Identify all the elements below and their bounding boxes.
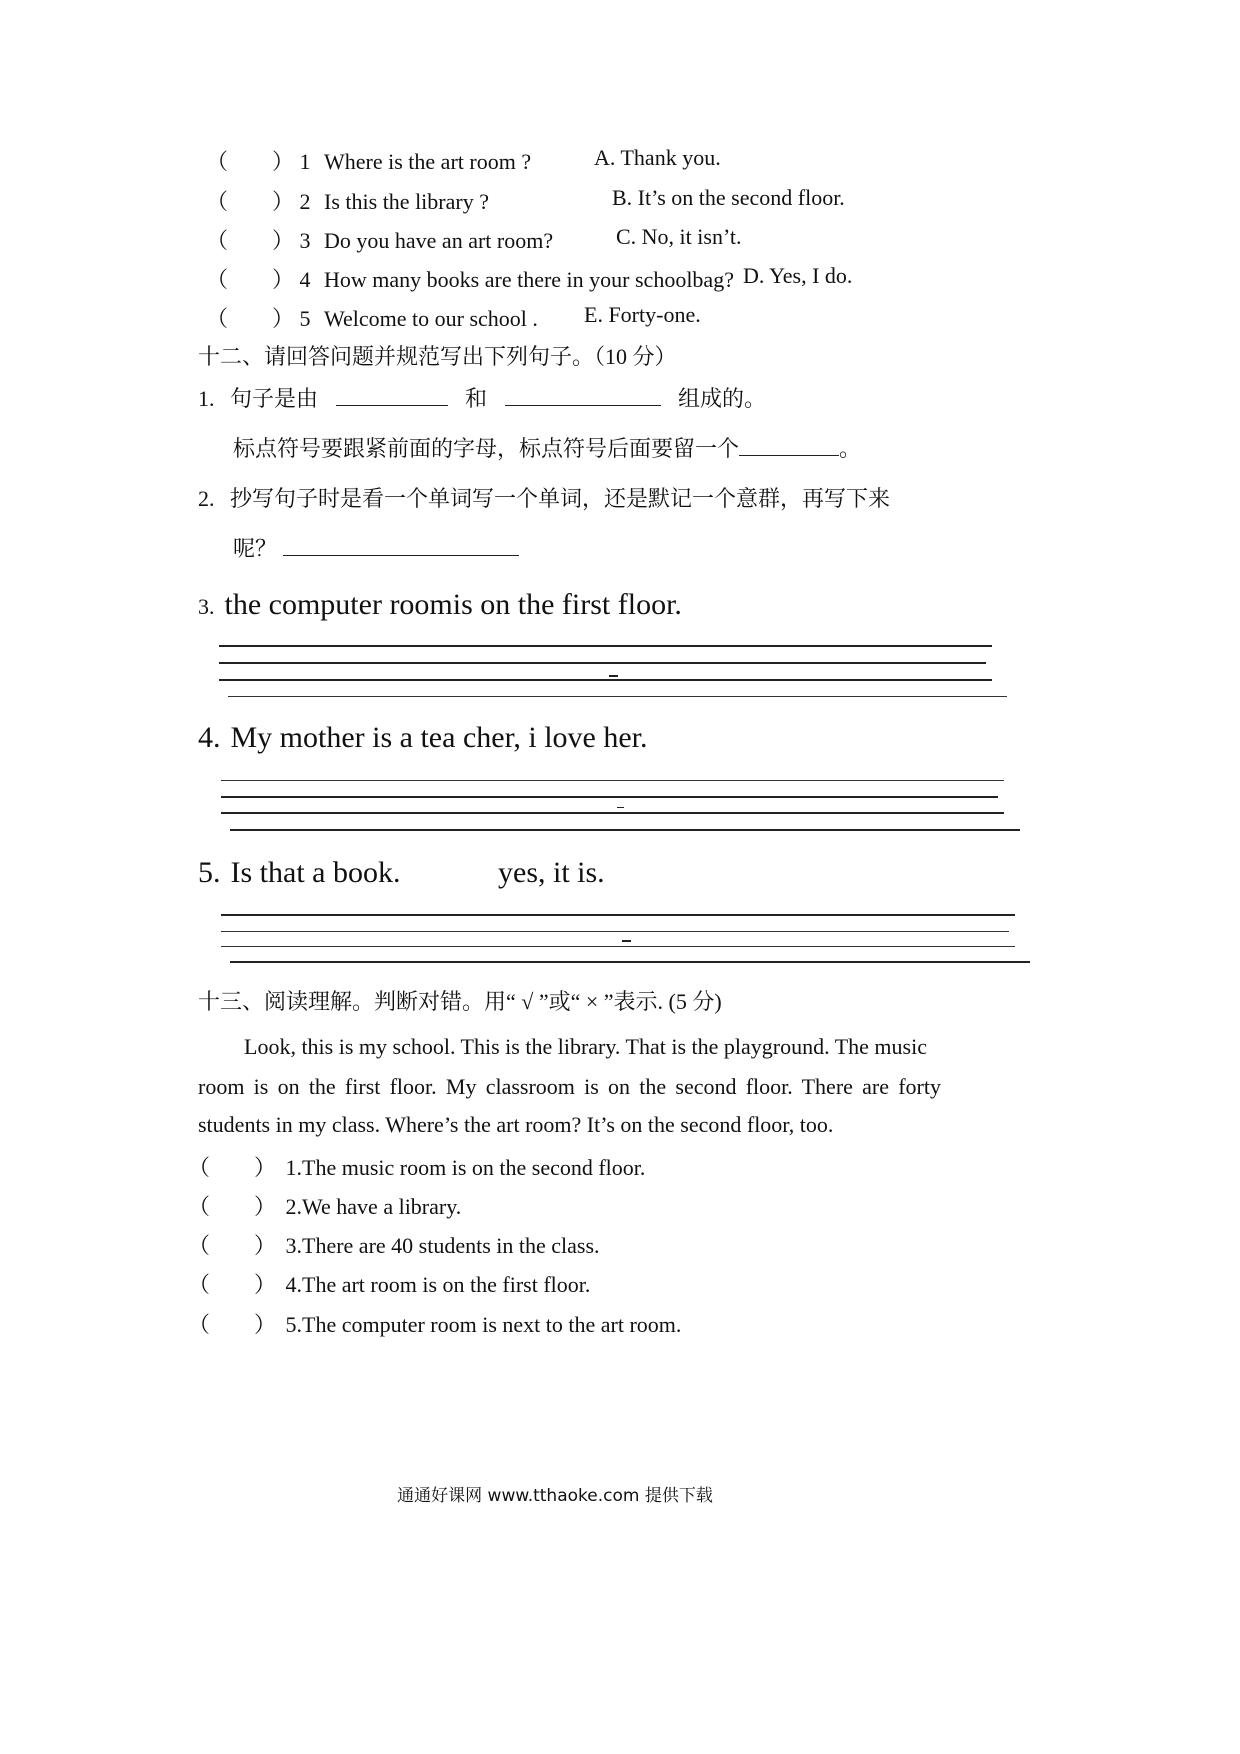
question-text: Welcome to our school .	[324, 306, 538, 331]
sentence-to-copy: My mother is a tea cher, i love her.	[230, 721, 648, 754]
fill-blank[interactable]	[505, 387, 661, 406]
question-number: 4.	[198, 721, 221, 754]
question-number: 3.	[198, 594, 215, 619]
answer-option-b: B. It’s on the second floor.	[612, 185, 845, 210]
answer-paren[interactable]: （ ）	[188, 1233, 277, 1258]
question-4	[198, 721, 648, 755]
question-5	[198, 856, 400, 890]
list-item: （ ） 1.The music room is on the second floor.	[188, 1155, 646, 1180]
question-text: Do you have an art room?	[324, 228, 554, 253]
answer-paren[interactable]: （ ）	[206, 306, 295, 331]
question-number: 2.	[198, 486, 215, 511]
sentence-to-copy: the computer roomis on the first floor.	[224, 588, 682, 621]
section-12-title: 十二、请回答问题并规范写出下列句子。（10 分）	[198, 344, 677, 369]
match-row-3	[206, 224, 553, 255]
match-row-4	[206, 263, 734, 294]
question-number: 1.	[198, 386, 215, 411]
list-item: （ ） 3.There are 40 students in the class.	[188, 1233, 600, 1258]
fill-blank[interactable]	[336, 387, 448, 406]
item-number: 2	[299, 189, 311, 214]
section-13-title: 十三、阅读理解。判断对错。用“ √ ”或“ × ”表示. (5 分)	[198, 989, 722, 1014]
match-row-2	[206, 185, 489, 216]
answer-paren[interactable]: （ ）	[206, 267, 295, 292]
sentence-to-copy: Is that a book.	[230, 856, 401, 889]
item-number: 5	[299, 306, 311, 331]
answer-paren[interactable]: （ ）	[188, 1155, 277, 1180]
answer-option-a: A. Thank you.	[594, 145, 721, 170]
answer-option-d: D. Yes, I do.	[743, 263, 853, 288]
item-number: 3	[299, 228, 311, 253]
answer-paren[interactable]: （ ）	[188, 1312, 277, 1337]
answer-paren[interactable]: （ ）	[188, 1194, 277, 1219]
question-1-line-1: 1. 句子是由 和 组成的。	[198, 386, 767, 411]
answer-paren[interactable]: （ ）	[206, 189, 295, 214]
answer-paren[interactable]: （ ）	[206, 149, 295, 174]
passage-line: students in my class. Where’s the art room? It’s on the second floor, too.	[198, 1112, 834, 1137]
question-2-line-2: 呢？	[233, 532, 519, 563]
answer-option-e: E. Forty-one.	[584, 302, 701, 327]
list-item: （ ） 4.The art room is on the first floor.	[188, 1272, 591, 1297]
list-item: （ ） 5.The computer room is next to the art room.	[188, 1312, 682, 1337]
list-item: （ ） 2.We have a library.	[188, 1194, 462, 1219]
question-text: Where is the art room ?	[324, 149, 532, 174]
question-text: How many books are there in your schoolbag?	[324, 267, 734, 292]
match-row-1	[206, 145, 531, 176]
question-number: 5.	[198, 856, 221, 889]
question-2-line-1: 2. 抄写句子时是看一个单词写一个单词，还是默记一个意群，再写下来	[198, 486, 891, 511]
question-1-line-2: 标点符号要跟紧前面的字母，标点符号后面要留一个 。	[233, 436, 862, 461]
question-text: Is this the library ?	[324, 189, 489, 214]
fill-blank[interactable]	[739, 437, 839, 456]
answer-paren[interactable]: （ ）	[206, 228, 295, 253]
item-number: 4	[299, 267, 311, 292]
passage-line: room is on the first floor. My classroom is on the second floor. There are forty	[198, 1074, 941, 1099]
passage-line: Look, this is my school. This is the library. That is the playground. The music	[244, 1034, 927, 1059]
question-3	[198, 588, 682, 622]
sentence-to-copy-2: yes, it is.	[498, 856, 605, 889]
answer-option-c: C. No, it isn’t.	[616, 224, 742, 249]
page-footer: 通通好课网 www.tthaoke.com 提供下载	[397, 1486, 713, 1506]
fill-blank[interactable]	[283, 537, 519, 556]
answer-paren[interactable]: （ ）	[188, 1272, 277, 1297]
item-number: 1	[299, 149, 311, 174]
match-row-5	[206, 302, 538, 333]
